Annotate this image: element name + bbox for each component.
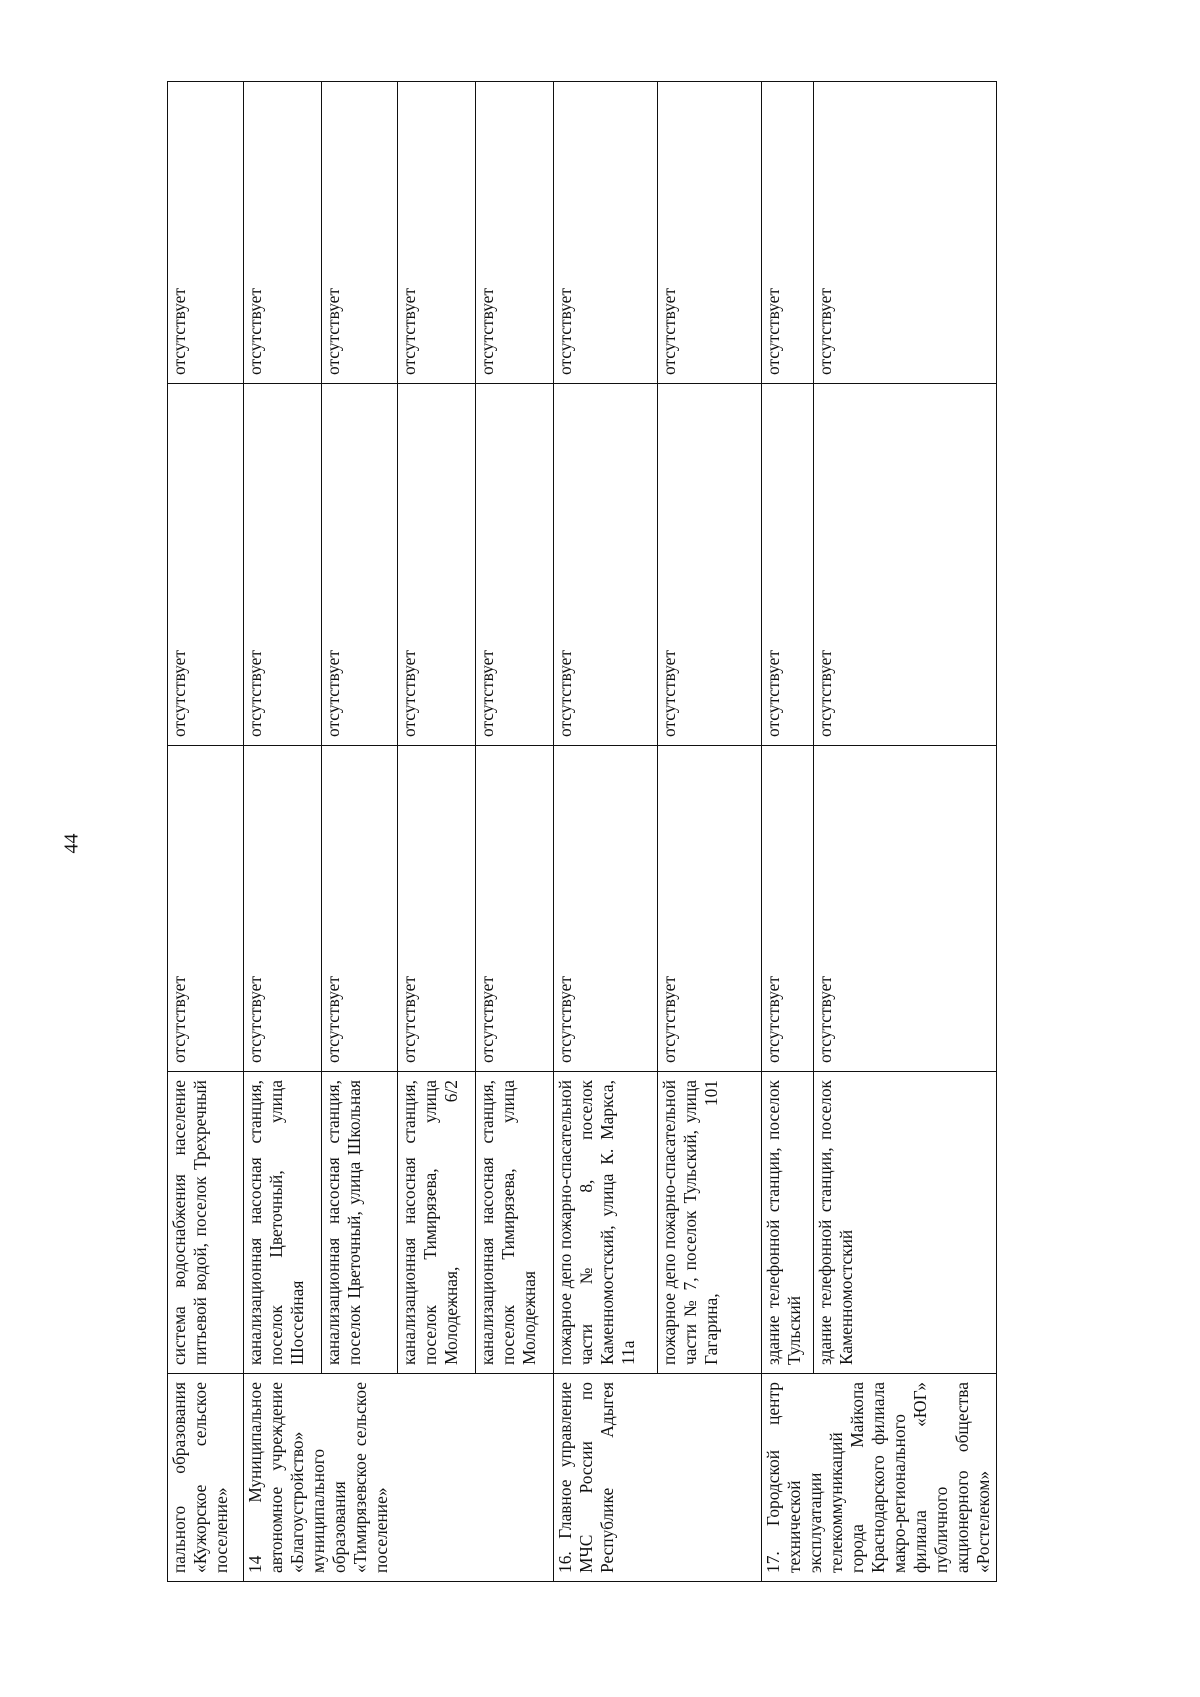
object-cell: пожарное депо пожарно-спасательной части № 7, поселок Тульский, улица Гагарина, 101	[658, 1072, 762, 1374]
table-row	[398, 82, 476, 1582]
table-row	[813, 82, 996, 1582]
value-cell: отсутствует	[168, 746, 244, 1072]
org-cell: 14 Муниципальное автономное учреждение «Благоустройство» муниципального образования «Тимирязевское сельское поселение»	[244, 1374, 554, 1582]
value-cell: отсутствует	[322, 746, 398, 1072]
value-cell: отсутствует	[658, 384, 762, 746]
value-cell: отсутствует	[398, 82, 476, 384]
table-row	[658, 82, 762, 1582]
value-cell: отсутствует	[476, 384, 554, 746]
data-table	[167, 81, 997, 1582]
table-row	[762, 82, 814, 1582]
page-number: 44	[60, 833, 83, 854]
value-cell: отсутствует	[244, 82, 322, 384]
value-cell: отсутствует	[813, 82, 996, 384]
object-cell: система водоснабжения население питьевой водой, поселок Трехречный	[168, 1072, 244, 1374]
table-row	[554, 82, 658, 1582]
table-row	[168, 82, 244, 1582]
value-cell: отсутствует	[762, 746, 814, 1072]
value-cell: отсутствует	[762, 384, 814, 746]
value-cell: отсутствует	[476, 82, 554, 384]
object-cell: канализационная насосная станция, поселок Тимирязева, улица Молодежная	[476, 1072, 554, 1374]
object-cell: здание телефонной станции, поселок Тульский	[762, 1072, 814, 1374]
value-cell: отсутствует	[813, 746, 996, 1072]
org-cell: пального образования «Кужорское сельское поселение»	[168, 1374, 244, 1582]
value-cell: отсутствует	[813, 384, 996, 746]
value-cell: отсутствует	[244, 384, 322, 746]
object-cell: пожарное депо пожарно-спасательной части № 8, поселок Каменномостский, улица К. Маркса, 11а	[554, 1072, 658, 1374]
org-cell: 16. Главное управление МЧС России по Республике Адыгея	[554, 1374, 762, 1582]
org-cell: 17. Городской центр технической эксплуатации телекоммуникаций города Майкопа Краснодарского филиала макро-регионального филиала «ЮГ» публичного акционерного общества «Ростелеком»	[762, 1374, 997, 1582]
value-cell: отсутствует	[398, 746, 476, 1072]
object-cell: канализационная насосная станция, поселок Цветочный, улица Школьная	[322, 1072, 398, 1374]
rotated-table-container	[167, 82, 1047, 1582]
object-cell: канализационная насосная станция, поселок Цветочный, улица Шоссейная	[244, 1072, 322, 1374]
value-cell: отсутствует	[168, 82, 244, 384]
value-cell: отсутствует	[168, 384, 244, 746]
value-cell: отсутствует	[244, 746, 322, 1072]
value-cell: отсутствует	[658, 746, 762, 1072]
value-cell: отсутствует	[554, 384, 658, 746]
table-row	[244, 82, 322, 1582]
value-cell: отсутствует	[476, 746, 554, 1072]
value-cell: отсутствует	[554, 746, 658, 1072]
value-cell: отсутствует	[554, 82, 658, 384]
table-row	[322, 82, 398, 1582]
object-cell: канализационная насосная станция, поселок Тимирязева, улица Молодежная, 6/2	[398, 1072, 476, 1374]
object-cell: здание телефонной станции, поселок Каменномостский	[813, 1072, 996, 1374]
value-cell: отсутствует	[762, 82, 814, 384]
value-cell: отсутствует	[322, 384, 398, 746]
table-row	[476, 82, 554, 1582]
value-cell: отсутствует	[322, 82, 398, 384]
value-cell: отсутствует	[658, 82, 762, 384]
value-cell: отсутствует	[398, 384, 476, 746]
